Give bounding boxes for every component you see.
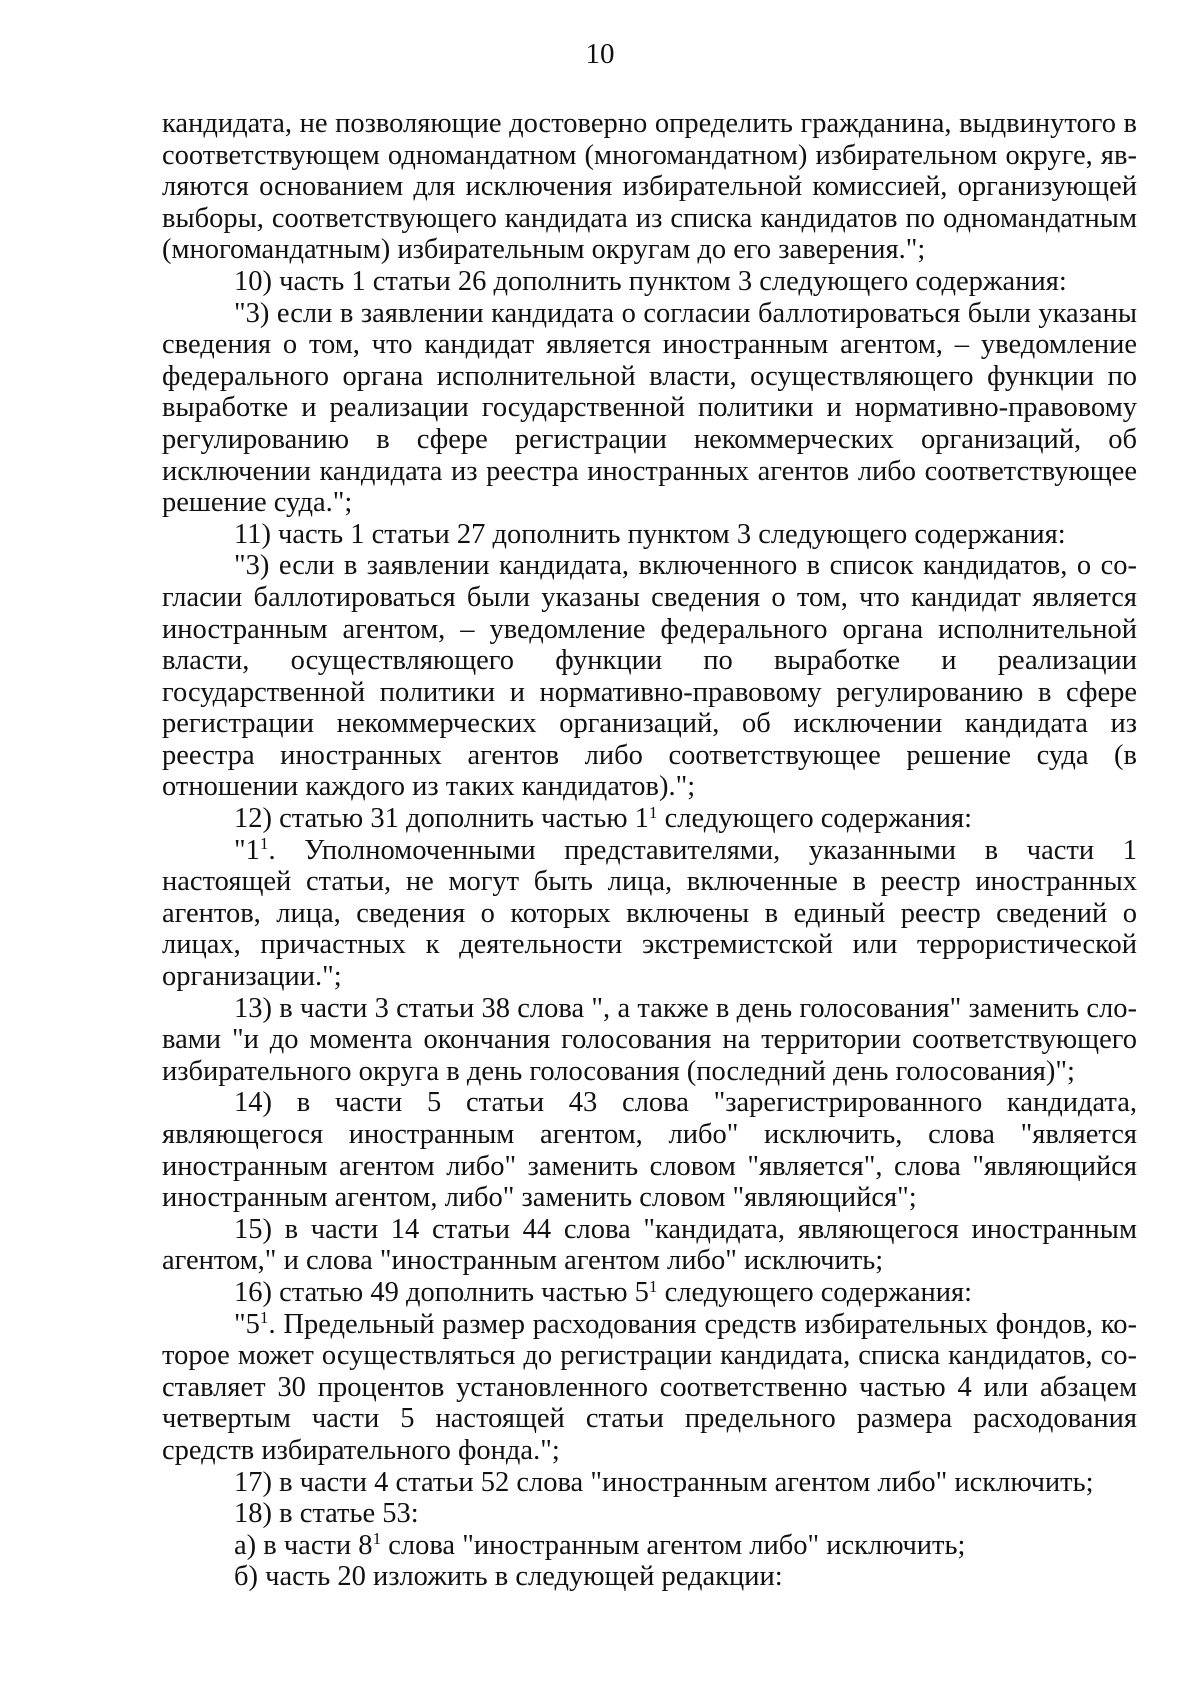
superscript: 1	[648, 1276, 658, 1296]
paragraph	[162, 1309, 1137, 1467]
paragraph: 14) в части 5 статьи 43 слова "зарегистрированного кандидата, являющегося иностранным агентом, либо" исключить, слова "является иностранным агентом либо" заменить словом "является", слова "являющийся иностранным агентом, либо" заменить словом "являющийся";	[162, 1087, 1137, 1214]
paragraph: 15) в части 14 статьи 44 слова "кандидата, являющегося иностранным агентом," и слова "иностранным агентом либо" исключить;	[162, 1213, 1137, 1277]
paragraph-text: 12) статью 31 дополнить частью 1	[234, 803, 649, 835]
superscript: 1	[259, 1308, 269, 1328]
paragraph: "3) если в заявлении кандидата, включенного в список кандидатов, о согласии баллотироваться были указаны сведения о том, что кандидат является иностранным агентом, – уведомление федерального органа исполнительной власти, осуществляющего функции по выработке и реализации государственной политики и нормативно-правовому регулированию в сфере регистрации некоммерческих организаций, об исключении кандидата из реестра иностранных агентов либо соответствующее решение суда (в отношении каждого из таких кандидатов).";	[162, 550, 1137, 803]
superscript: 1	[372, 1529, 382, 1549]
paragraph: 11) часть 1 статьи 27 дополнить пунктом 3 следующего содержания:	[234, 518, 1066, 550]
paragraph-text: следующего содержания:	[657, 1276, 973, 1308]
paragraph-text: . Уполномоченными представителями, указанными в части 1 настоящей статьи, не могут быть лица, включенные в реестр иностранных агентов, лица, сведения о которых включены в единый реестр сведений о лицах, причастных к деятельности экстремистской или террористической организации.";	[162, 834, 1137, 993]
paragraph: б) часть 20 изложить в следующей редакции:	[234, 1561, 783, 1593]
paragraph-text: "5	[234, 1308, 260, 1340]
page-number: 10	[585, 38, 615, 70]
paragraph-text: а) в части 8	[234, 1529, 373, 1561]
paragraph-text: слова "иностранным агентом либо" исключить;	[381, 1529, 966, 1561]
paragraph: 17) в части 4 статьи 52 слова "иностранным агентом либо" исключить;	[234, 1466, 1094, 1498]
paragraph: 10) часть 1 статьи 26 дополнить пунктом 3 следующего содержания:	[234, 265, 1067, 297]
superscript: 1	[259, 834, 269, 854]
paragraph-text: следующего содержания:	[657, 803, 973, 835]
paragraph: 13) в части 3 статьи 38 слова ", а также в день голосования" заменить словами "и до момента окончания голосования на территории соответствующего избирательного округа в день голосования (последний день голосования)";	[162, 992, 1137, 1087]
paragraph-text: . Предельный размер расходования средств избирательных фондов, которое может осуществляться до регистрации кандидата, списка кандидатов, составляет 30 процентов установленного соответственно частью 4 или абзацем четвертым части 5 настоящей статьи предельного размера расходования средств избирательного фонда.";	[162, 1308, 1137, 1466]
paragraph-text: "1	[234, 834, 260, 866]
paragraph	[162, 1277, 1137, 1309]
document-body	[162, 108, 1137, 1593]
paragraph	[162, 835, 1137, 993]
paragraph: "3) если в заявлении кандидата о согласии баллотироваться были указаны сведения о том, что кандидат является иностранным агентом, – уведомление федерального органа исполнительной власти, осуществляющего функции по выработке и реализации государственной политики и нормативно-правовому регулированию в сфере регистрации некоммерческих организаций, об исключении кандидата из реестра иностранных агентов либо соответствующее решение суда.";	[162, 297, 1137, 519]
superscript: 1	[648, 802, 658, 822]
paragraph: кандидата, не позволяющие достоверно определить гражданина, выдвинутого в соответствующем одномандатном (многомандатном) избирательном округе, являются основанием для исключения избирательной комиссией, организующей выборы, соответствующего кандидата из списка кандидатов по одномандатным (многомандатным) избирательным округам до его заверения.";	[162, 108, 1137, 266]
paragraph	[162, 1530, 1137, 1562]
paragraph: 18) в статье 53:	[234, 1498, 419, 1530]
paragraph	[162, 803, 1137, 835]
paragraph-text: 16) статью 49 дополнить частью 5	[234, 1276, 649, 1308]
